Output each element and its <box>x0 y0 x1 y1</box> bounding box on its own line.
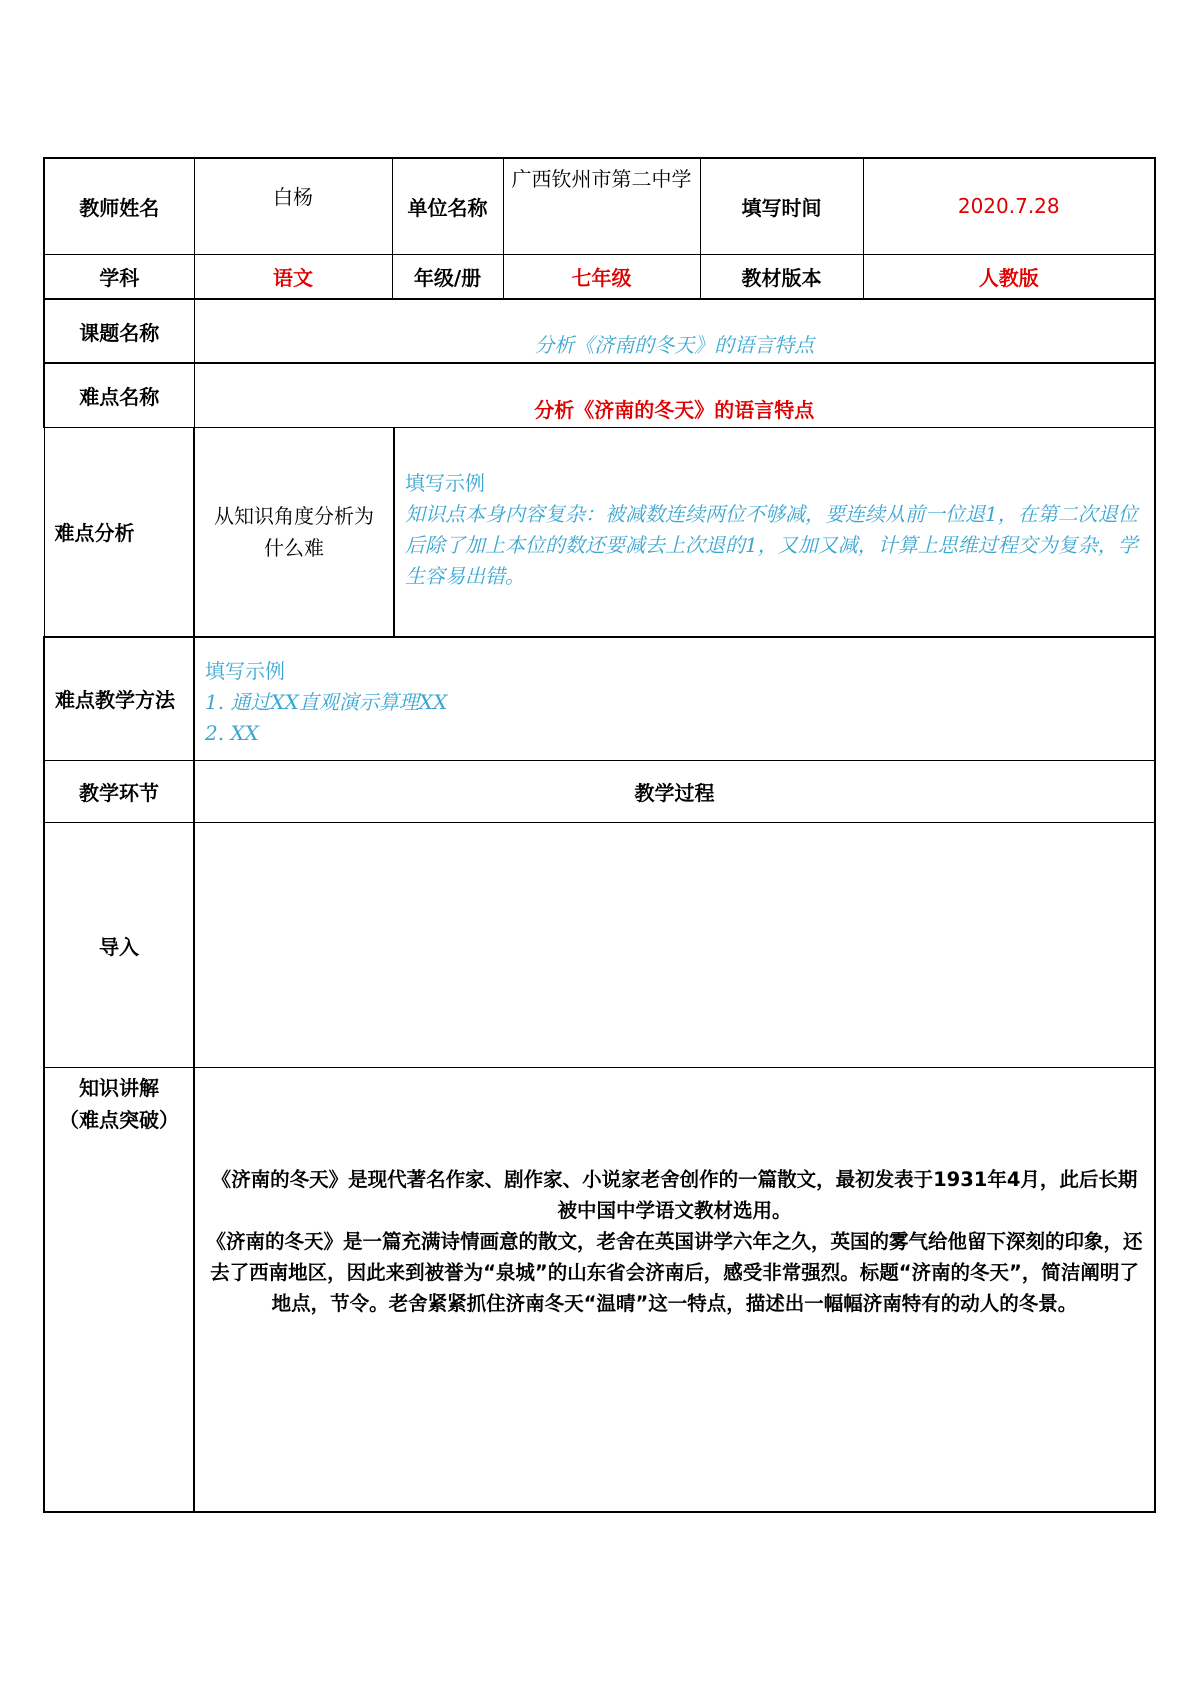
method-row <box>44 637 1155 761</box>
process-header-row <box>44 761 1155 823</box>
method-label: 难点教学方法 <box>44 637 194 761</box>
difficulty-row <box>44 363 1155 427</box>
knowledge-paragraph-1: 《济南的冬天》是现代著名作家、剧作家、小说家老舍创作的一篇散文，最初发表于1931年4月，此后长期被中国中学语文教材选用。 <box>211 1168 1138 1222</box>
topic-value: 分析《济南的冬天》的语言特点 <box>194 299 1155 363</box>
stage-label: 教学环节 <box>44 761 194 823</box>
knowledge-label <box>44 1068 194 1512</box>
edition-label: 教材版本 <box>700 254 863 299</box>
knowledge-label-line1: 知识讲解 <box>79 1076 159 1100</box>
analysis-why: 从知识角度分析为什么难 <box>195 428 395 636</box>
subject-value: 语文 <box>194 254 392 299</box>
meta-row <box>44 254 1155 299</box>
process-label: 教学过程 <box>194 761 1155 823</box>
analysis-content <box>195 428 1154 636</box>
method-title: 填写示例 <box>205 658 285 683</box>
grade-label: 年级/册 <box>392 254 503 299</box>
difficulty-value: 分析《济南的冬天》的语言特点 <box>194 363 1155 427</box>
unit-value: 广西钦州市第二中学 <box>503 158 700 254</box>
edition-value: 人教版 <box>863 254 1155 299</box>
difficulty-label: 难点名称 <box>44 363 194 427</box>
analysis-example-text: 知识点本身内容复杂：被减数连续两位不够减，要连续从前一位退1，在第二次退位后除了加上本位的数还要减去上次退的1，又加又减，计算上思维过程交为复杂，学生容易出错。 <box>405 501 1138 588</box>
intro-label: 导入 <box>44 823 194 1068</box>
teacher-label: 教师姓名 <box>44 158 194 254</box>
intro-row <box>44 823 1155 1068</box>
topic-label: 课题名称 <box>44 299 194 363</box>
header-row <box>44 158 1155 254</box>
method-item-1: 1. 通过XX直观演示算理XX <box>205 689 448 714</box>
method-item-2: 2. XX <box>205 720 259 745</box>
date-value: 2020.7.28 <box>863 158 1155 254</box>
analysis-label: 难点分析 <box>44 427 194 637</box>
unit-label: 单位名称 <box>392 158 503 254</box>
knowledge-content <box>194 1068 1155 1512</box>
topic-row <box>44 299 1155 363</box>
analysis-row <box>44 427 1155 637</box>
date-label: 填写时间 <box>700 158 863 254</box>
subject-label: 学科 <box>44 254 194 299</box>
intro-content <box>194 823 1155 1068</box>
analysis-example-title: 填写示例 <box>405 470 485 495</box>
lesson-plan-table <box>43 157 1156 1513</box>
method-content <box>195 638 1154 749</box>
knowledge-paragraph-2: 《济南的冬天》是一篇充满诗情画意的散文，老舍在英国讲学六年之久，英国的雾气给他留下深刻的印象，还去了西南地区，因此来到被誉为“泉城”的山东省会济南后，感受非常强烈。标题“济南的冬天”，简洁阐明了地点，节令。老舍紧紧抓住济南冬天“温晴”这一特点，描述出一幅幅济南特有的动人的冬景。 <box>206 1230 1143 1315</box>
knowledge-label-line2: （难点突破） <box>59 1108 179 1132</box>
lesson-plan-sheet <box>43 157 1154 1513</box>
knowledge-row <box>44 1068 1155 1512</box>
teacher-value: 白杨 <box>194 158 392 254</box>
grade-value: 七年级 <box>503 254 700 299</box>
